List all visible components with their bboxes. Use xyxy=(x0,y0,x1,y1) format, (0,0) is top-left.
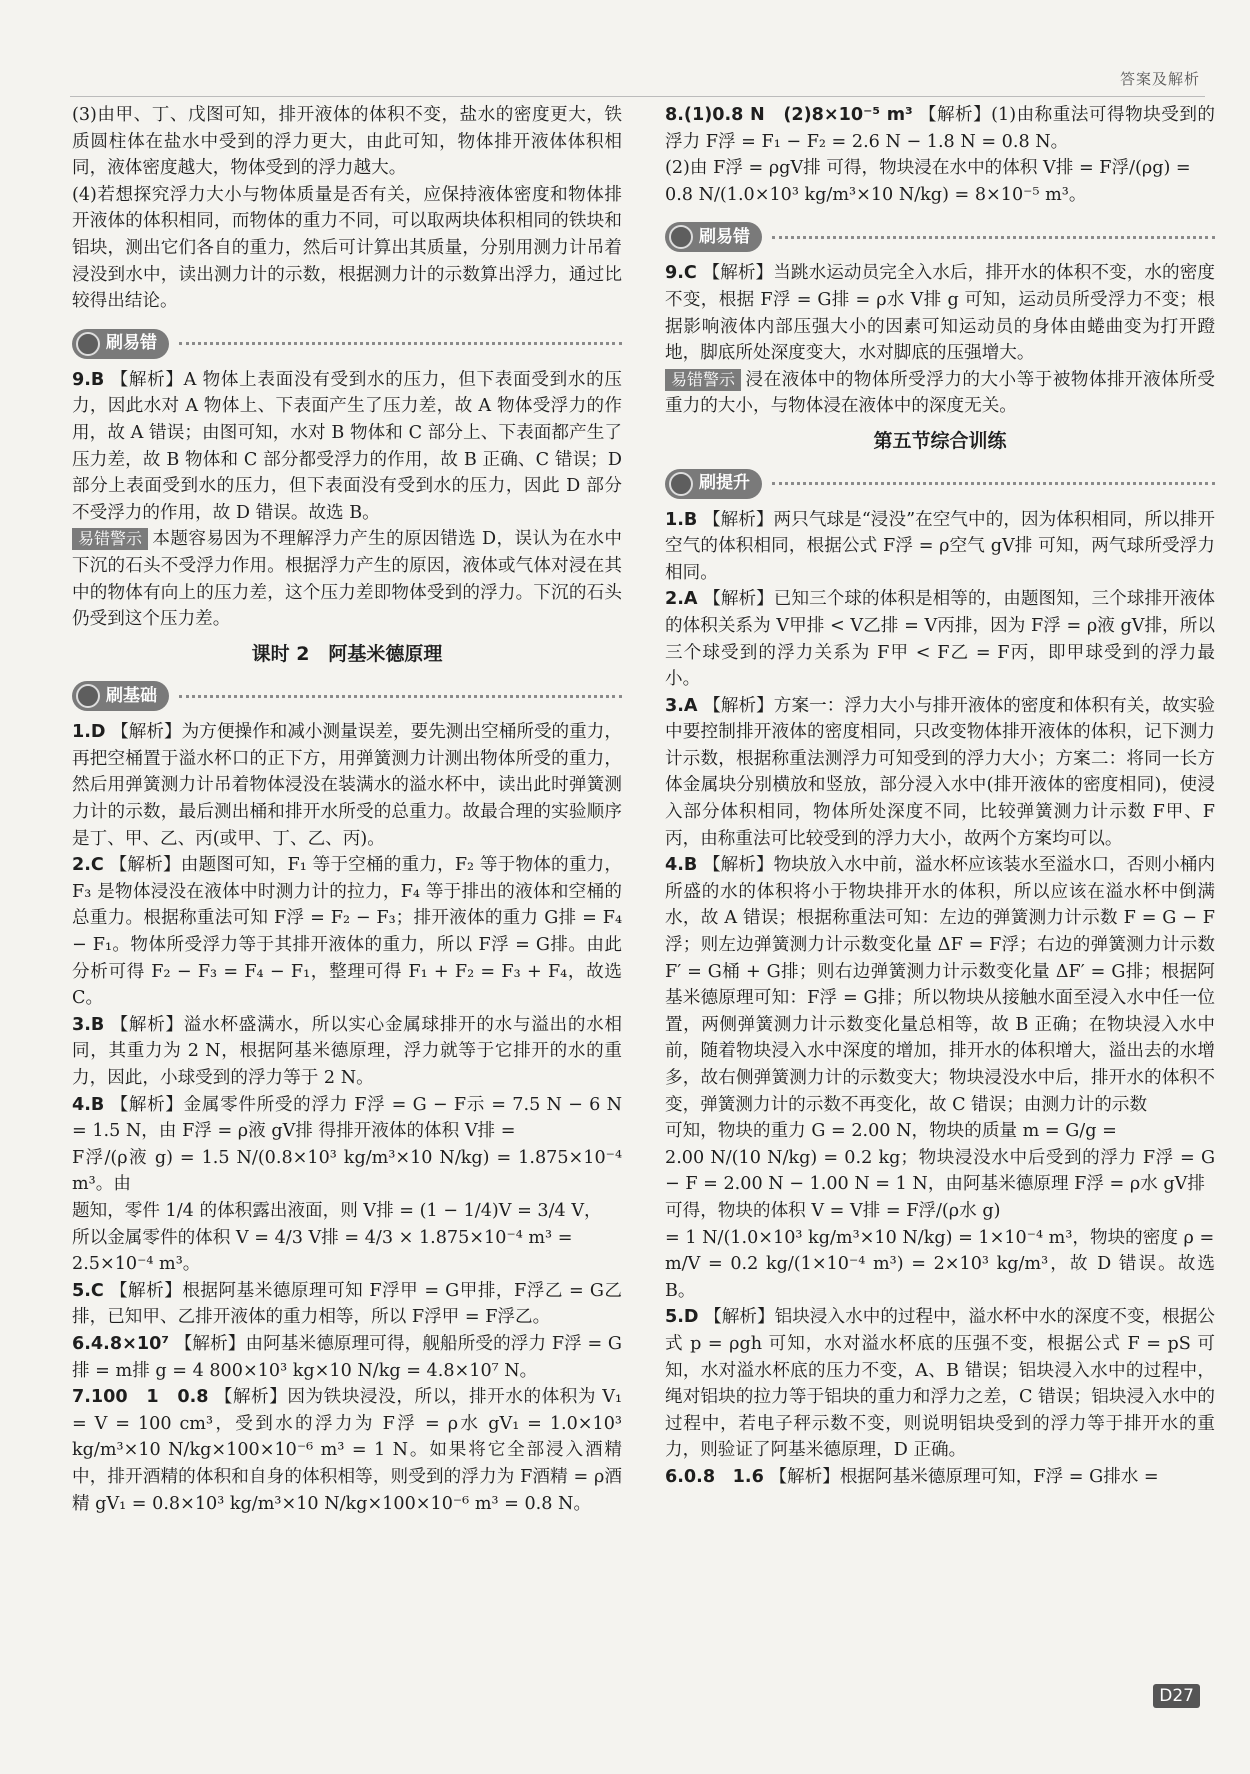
warning-label: 易错警示 xyxy=(665,369,741,391)
section-title: 第五节综合训练 xyxy=(873,429,1007,452)
section-badge: 刷基础 xyxy=(72,681,169,711)
answer-item: 3.B 【解析】溢水杯盛满水，所以实心金属球排开的水与溢出的水相同，其重力为 2 N，根据阿基米德原理，浮力就等于它排开的水的重力，因此，小球受到的浮力等于 2 N。 xyxy=(72,1014,622,1088)
section-badge: 刷提升 xyxy=(665,469,762,499)
formula-line: 题知，零件 1/4 的体积露出液面，则 V排 = (1 − 1/4)V = 3/4 V， xyxy=(72,1200,602,1221)
answer-item: 6.0.8 1.6 【解析】根据阿基米德原理可知，F浮 = G排水 = xyxy=(665,1466,1159,1487)
section-yicuo-right xyxy=(665,220,1215,254)
answer-item: 2.C 【解析】由题图可知，F₁ 等于空桶的重力，F₂ 等于物体的重力，F₃ 是物体浸没在液体中时测力计的拉力，F₄ 等于排出的液体和空桶的总重力。根据称重法可知 F浮 = F₂ − F₃；排开液体的重力 G排 = F₄ − F₁。物体所受浮力等于其排开液体的重力，所以 F浮 = G排。由此分析可得 F₂ − F₃ = F₄ − F₁，整理可得 F₁ + F₂ = F₃ + F₄，故选 C。 xyxy=(72,855,622,1009)
answer-item: 9.B 【解析】A 物体上表面没有受到水的压力，但下表面受到水的压力，因此水对 A 物体上、下表面产生了压力差，故 A 物体受浮力的作用，故 A 错误；由图可知，水对 B 物体和 C 部分上、下表面都产生了压力差，故 B 物体和 C 部分都受浮力的作用，故 B 正确、C 错误；D 部分上表面受到水的压力，但下表面没有受到水的压力，因此 D 部分不受浮力的作用，故 D 错误。故选 B。 xyxy=(72,369,622,523)
page-header-title: 答案及解析 xyxy=(1119,70,1200,88)
section-badge: 刷易错 xyxy=(665,222,762,252)
section-yicuo-left xyxy=(72,327,622,361)
header-divider xyxy=(70,96,1205,97)
section-badge: 刷易错 xyxy=(72,329,169,359)
section-jichu xyxy=(72,679,622,713)
formula-line: 2.00 N/(10 N/kg) = 0.2 kg；物块浸没水中后受到的浮力 F浮 = G − F = 2.00 N − 1.00 N = 1 N，由阿基米德原理 F浮 = ρ水 gV排 xyxy=(665,1147,1215,1195)
formula-line: 可知，物块的重力 G = 2.00 N，物块的质量 m = G/g = xyxy=(665,1121,1117,1142)
answer-item: 9.C 【解析】当跳水运动员完全入水后，排开水的体积不变，水的密度不变，根据 F浮 = G排 = ρ水 V排 g 可知，运动员所受浮力不变；根据影响液体内部压强大小的因素可知运动员的身体由蜷曲变为打开蹬地，脚底所处深度变大，水对脚底的压强增大。 xyxy=(665,263,1216,364)
dotted-divider xyxy=(772,482,1215,485)
warning-note: 易错警示 本题容易因为不理解浮力产生的原因错选 D，误认为在水中下沉的石头不受浮力作用。根据浮力产生的原因，液体或气体对浸在其中的物体有向上的压力差，这个压力差即物体受到的浮力。下沉的石头仍受到这个压力差。 xyxy=(72,529,622,630)
formula-line: m/V = 0.2 kg/(1×10⁻⁴ m³) = 2×10³ kg/m³，故 D 错误。故选 B。 xyxy=(665,1254,1215,1301)
section-tisheng xyxy=(665,467,1215,501)
formula-line: 可得，物块的体积 V = V排 = F浮/(ρ水 g) xyxy=(665,1200,1001,1221)
lesson-title: 课时 2 阿基米德原理 xyxy=(251,642,443,665)
formula-line: F浮/(ρ液 g) = 1.5 N/(0.8×10³ kg/m³×10 N/kg) = 1.875×10⁻⁴ m³。由 xyxy=(72,1147,622,1195)
page-number: D27 xyxy=(1153,1684,1200,1708)
answer-item: 2.A 【解析】已知三个球的体积是相等的，由题图知，三个球排开液体的体积关系为 V甲排 < V乙排 = V丙排，因为 F浮 = ρ液 gV排，所以三个球受到的浮力关系为 F甲 < F乙 = F丙，即甲球受到的浮力最小。 xyxy=(665,589,1215,690)
dotted-divider xyxy=(772,236,1215,239)
formula-line: 2.5×10⁻⁴ m³。 xyxy=(72,1254,201,1275)
answer-part-4: (4)若想探究浮力大小与物体质量是否有关，应保持液体密度和物体排开液体的体积相同，而物体的重力不同，可以取两块体积相同的铁块和铝块，测出它们各自的重力，然后可计算出其质量，分别用测力计吊着浸没到水中，读出测力计的示数，根据测力计的示数算出浮力，通过比较得出结论。 xyxy=(72,184,622,312)
answer-item: 5.C 【解析】根据阿基米德原理可知 F浮甲 = G甲排，F浮乙 = G乙排，已知甲、乙排开液体的重力相等，所以 F浮甲 = F浮乙。 xyxy=(72,1280,622,1328)
answer-part-3: (3)由甲、丁、戊图可知，排开液体的体积不变，盐水的密度更大，铁质圆柱体在盐水中受到的浮力更大，由此可知，物体排开液体体积相同，液体密度越大，物体受到的浮力越大。 xyxy=(72,105,622,179)
formula-line: = 1 N/(1.0×10³ kg/m³×10 N/kg) = 1×10⁻⁴ m³，物块的密度 ρ = xyxy=(665,1227,1215,1248)
answer-item: 1.B 【解析】两只气球是“浸没”在空气中的，因为体积相同，所以排开空气的体积相同，根据公式 F浮 = ρ空气 gV排 可知，两气球所受浮力相同。 xyxy=(665,509,1215,583)
answer-item: 6.4.8×10⁷ 【解析】由阿基米德原理可得，舰船所受的浮力 F浮 = G排 = m排 g = 4 800×10³ kg×10 N/kg = 4.8×10⁷ N。 xyxy=(72,1333,622,1381)
answer-item: 5.D 【解析】铝块浸入水中的过程中，溢水杯中水的深度不变，根据公式 p = ρgh 可知，水对溢水杯底的压强不变，根据公式 F = pS 可知，水对溢水杯底的压力不变，A、B 错误；铝块浸入水中的过程中，绳对铝块的拉力等于铝块的重力和浮力之差，C 错误；铝块浸入水中的过程中，若电子秤示数不变，则说明铝块受到的浮力等于排开水的重力，则验证了阿基米德原理，D 正确。 xyxy=(665,1307,1215,1461)
answer-item: 3.A 【解析】方案一：浮力大小与排开液体的密度和体积有关，故实验中要控制排开液体的密度相同，只改变物体排开液体的体积，记下测力计示数，根据称重法测浮力可知受到的浮力大小；方案二：将同一长方体金属块分别横放和竖放，部分浸入水中(排开液体的密度相同)，使浸入部分体积相同，物体所处深度不同，比较弹簧测力计示数 F甲、F丙，由称重法可比较受到的浮力大小，故两个方案均可以。 xyxy=(665,695,1215,849)
formula-line: 所以金属零件的体积 V = 4/3 V排 = 4/3 × 1.875×10⁻⁴ m³ = xyxy=(72,1227,573,1248)
dotted-divider xyxy=(179,342,622,345)
answer-item: 4.B 【解析】金属零件所受的浮力 F浮 = G − F示 = 7.5 N − 6 N = 1.5 N，由 F浮 = ρ液 gV排 得排开液体的体积 V排 = xyxy=(72,1094,623,1142)
left-column xyxy=(72,102,622,1517)
right-column xyxy=(665,102,1215,1491)
formula-line: 0.8 N/(1.0×10³ kg/m³×10 N/kg) = 8×10⁻⁵ m³。 xyxy=(665,184,1087,205)
warning-label: 易错警示 xyxy=(72,528,148,550)
warning-note: 易错警示 浸在液体中的物体所受浮力的大小等于被物体排开液体所受重力的大小，与物体浸在液体中的深度无关。 xyxy=(665,369,1215,417)
formula-line: (2)由 F浮 = ρgV排 可得，物块浸在水中的体积 V排 = F浮/(ρg) = xyxy=(665,158,1191,179)
answer-item: 4.B 【解析】物块放入水中前，溢水杯应该装水至溢水口，否则小桶内所盛的水的体积将小于物块排开水的体积，所以应该在溢水杯中倒满水，故 A 错误；根据称重法可知：左边的弹簧测力计示数 F = G − F浮；则左边弹簧测力计示数变化量 ΔF = F浮；右边的弹簧测力计示数 F′ = G桶 + G排；则右边弹簧测力计示数变化量 ΔF′ = G排；根据阿基米德原理可知：F浮 = G排；所以物块从接触水面至浸入水中任一位置，两侧弹簧测力计示数变化量总相等，故 B 正确；在物块浸入水中前，随着物块浸入水中深度的增加，排开水的体积增大，溢出去的水增多，故右侧弹簧测力计的示数变大；物块浸没水中后，排开水的体积不变，弹簧测力计的示数不再变化，故 C 错误；由测力计的示数 xyxy=(665,855,1215,1115)
dotted-divider xyxy=(179,695,622,698)
answer-item: 8.(1)0.8 N (2)8×10⁻⁵ m³ 【解析】(1)由称重法可得物块受到的浮力 F浮 = F₁ − F₂ = 2.6 N − 1.8 N = 0.8 N。 xyxy=(665,105,1216,152)
answer-item: 7.100 1 0.8 【解析】因为铁块浸没，所以，排开水的体积为 V₁ = V = 100 cm³，受到水的浮力为 F浮 = ρ水 gV₁ = 1.0×10³ kg/m³×10 N/kg×100×10⁻⁶ m³ = 1 N。如果将它全部浸入酒精中，排开酒精的体积和自身的体积相等，则受到的浮力为 F酒精 = ρ酒精 gV₁ = 0.8×10³ kg/m³×10 N/kg×100×10⁻⁶ m³ = 0.8 N。 xyxy=(72,1387,623,1514)
answer-item: 1.D 【解析】为方便操作和减小测量误差，要先测出空桶所受的重力，再把空桶置于溢水杯口的正下方，用弹簧测力计测出物体所受的重力，然后用弹簧测力计吊着物体浸没在装满水的溢水杯中，读出此时弹簧测力计的示数，最后测出桶和排开水所受的总重力。故最合理的实验顺序是丁、甲、乙、丙(或甲、丁、乙、丙)。 xyxy=(72,722,622,849)
